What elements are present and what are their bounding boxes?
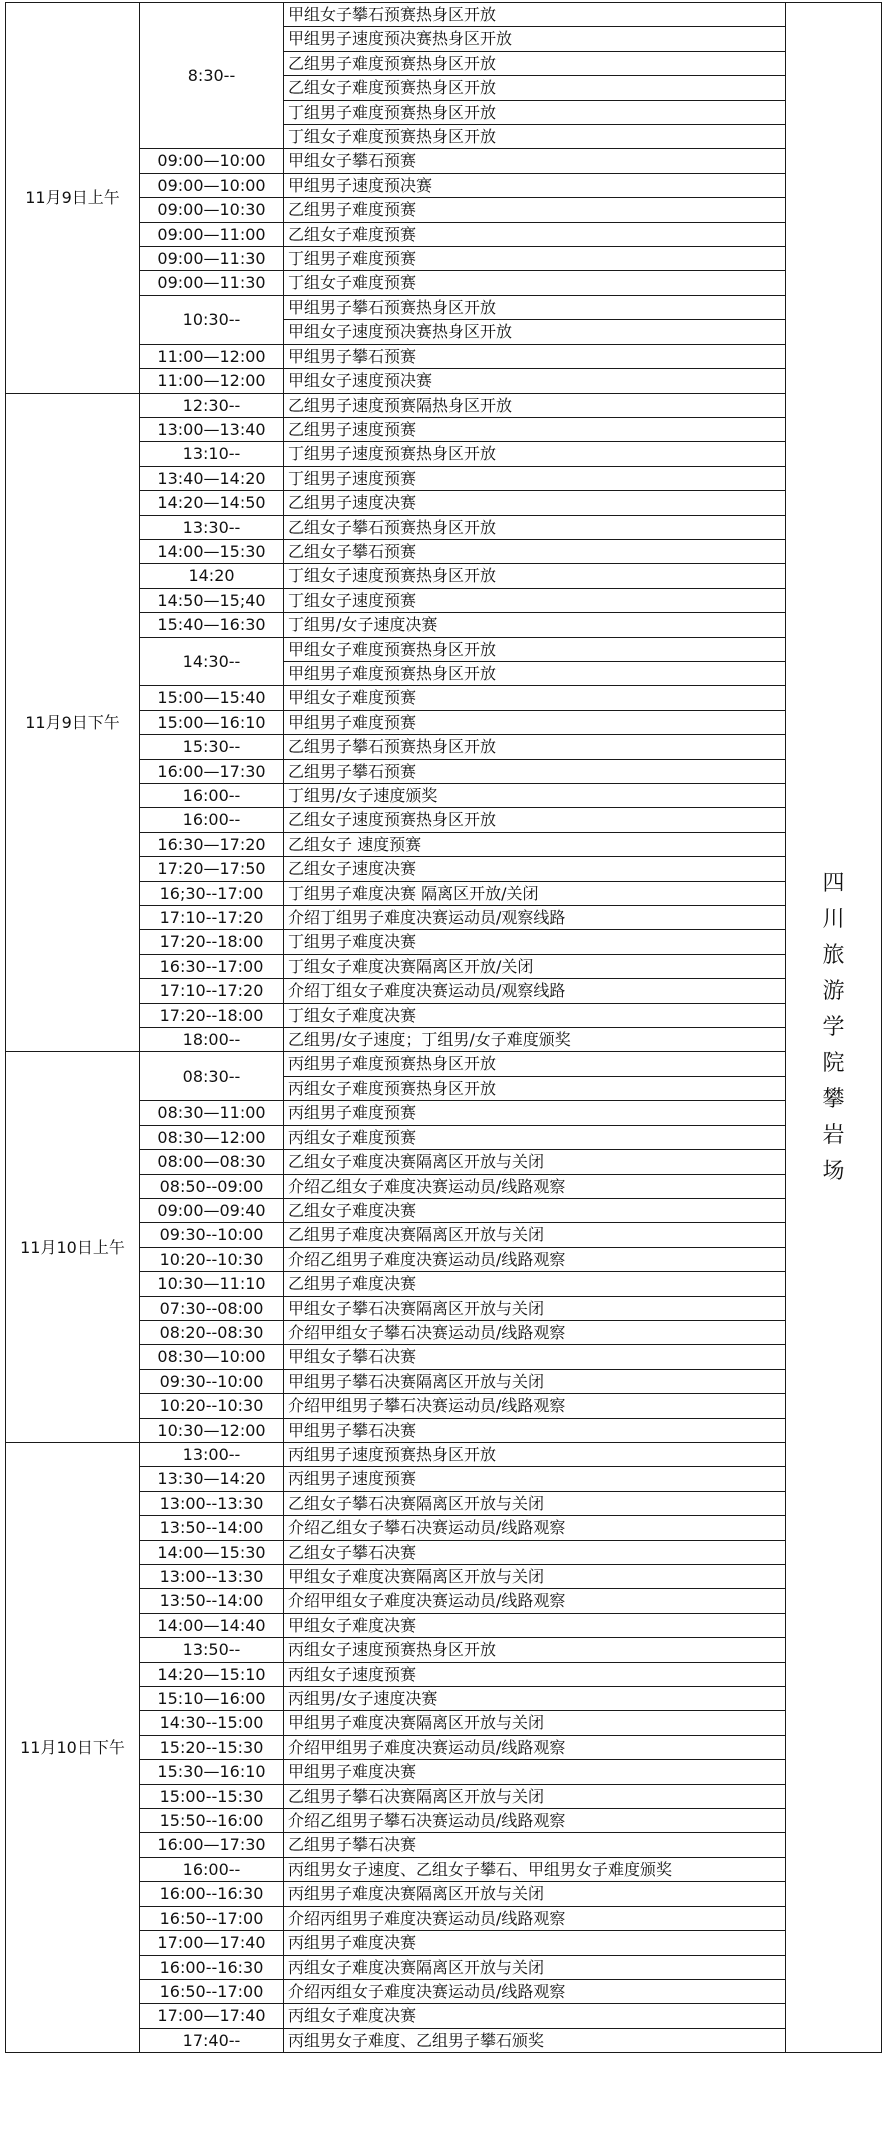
venue-char: 川: [822, 906, 845, 932]
event-cell: 丙组男子难度预赛热身区开放: [284, 1052, 786, 1076]
time-cell: 10:30--: [140, 295, 284, 344]
time-cell: 09:30--10:00: [140, 1223, 284, 1247]
time-cell: 13:30—14:20: [140, 1467, 284, 1491]
venue-char: 岩: [822, 1122, 845, 1148]
event-cell: 乙组男子难度预赛热身区开放: [284, 51, 786, 75]
time-cell: 08:30—10:00: [140, 1345, 284, 1369]
time-cell: 09:00—10:00: [140, 149, 284, 173]
time-cell: 16:30--17:00: [140, 954, 284, 978]
event-cell: 丙组男子难度决赛隔离区开放与关闭: [284, 1882, 786, 1906]
event-cell: 介绍甲组女子攀石决赛运动员/线路观察: [284, 1320, 786, 1344]
time-cell: 08:30—11:00: [140, 1101, 284, 1125]
schedule-body: [6, 3, 882, 2053]
event-cell: 甲组女子攀石决赛: [284, 1345, 786, 1369]
venue-char: 学: [822, 1014, 845, 1040]
event-cell: 乙组女子难度决赛隔离区开放与关闭: [284, 1150, 786, 1174]
event-cell: 甲组男子难度预赛: [284, 710, 786, 734]
event-cell: 乙组女子 速度预赛: [284, 832, 786, 856]
time-cell: 16:00—17:30: [140, 1833, 284, 1857]
venue-char: 游: [822, 978, 845, 1004]
time-cell: 10:30—12:00: [140, 1418, 284, 1442]
time-cell: 09:00—10:30: [140, 198, 284, 222]
time-cell: 16:00--16:30: [140, 1882, 284, 1906]
time-cell: 09:00—11:30: [140, 247, 284, 271]
event-cell: 甲组女子难度决赛: [284, 1613, 786, 1637]
time-cell: 15:00--15:30: [140, 1784, 284, 1808]
time-cell: 17:10--17:20: [140, 906, 284, 930]
time-cell: 08:30—12:00: [140, 1125, 284, 1149]
time-cell: 13:40—14:20: [140, 466, 284, 490]
time-cell: 14:20: [140, 564, 284, 588]
event-cell: 乙组男子攀石决赛隔离区开放与关闭: [284, 1784, 786, 1808]
time-cell: 10:20--10:30: [140, 1247, 284, 1271]
time-cell: 15:30--: [140, 735, 284, 759]
event-cell: 丙组女子难度预赛热身区开放: [284, 1076, 786, 1100]
time-cell: 08:20--08:30: [140, 1320, 284, 1344]
event-cell: 丁组女子速度预赛热身区开放: [284, 564, 786, 588]
event-cell: 甲组男子攀石决赛: [284, 1418, 786, 1442]
event-cell: 丁组女子速度预赛: [284, 588, 786, 612]
event-cell: 甲组男子攀石预赛热身区开放: [284, 295, 786, 319]
time-cell: 10:30—11:10: [140, 1272, 284, 1296]
event-cell: 甲组女子难度预赛热身区开放: [284, 637, 786, 661]
event-cell: 介绍甲组男子难度决赛运动员/线路观察: [284, 1735, 786, 1759]
time-cell: 17:20--18:00: [140, 1003, 284, 1027]
event-cell: 乙组女子攀石预赛热身区开放: [284, 515, 786, 539]
time-cell: 14:50—15;40: [140, 588, 284, 612]
time-cell: 09:00—09:40: [140, 1198, 284, 1222]
event-cell: 乙组男子速度预赛: [284, 417, 786, 441]
time-cell: 14:00—15:30: [140, 1540, 284, 1564]
time-cell: 08:30--: [140, 1052, 284, 1101]
event-cell: 甲组男子难度预赛热身区开放: [284, 661, 786, 685]
time-cell: 14:20—15:10: [140, 1662, 284, 1686]
time-cell: 13:00--13:30: [140, 1491, 284, 1515]
event-cell: 乙组女子攀石决赛隔离区开放与关闭: [284, 1491, 786, 1515]
time-cell: 07:30--08:00: [140, 1296, 284, 1320]
time-cell: 09:00—11:00: [140, 222, 284, 246]
venue-char: 场: [822, 1158, 845, 1184]
event-cell: 丁组女子难度预赛: [284, 271, 786, 295]
event-cell: 甲组男子难度决赛隔离区开放与关闭: [284, 1711, 786, 1735]
event-cell: 丁组女子难度预赛热身区开放: [284, 125, 786, 149]
event-cell: 甲组男子攀石决赛隔离区开放与关闭: [284, 1369, 786, 1393]
time-cell: 10:20--10:30: [140, 1394, 284, 1418]
event-cell: 丁组男子速度预赛热身区开放: [284, 442, 786, 466]
venue-text: [786, 866, 881, 1190]
event-cell: 丙组男子难度预赛: [284, 1101, 786, 1125]
event-cell: 乙组男子难度预赛: [284, 198, 786, 222]
time-cell: 16:00--: [140, 808, 284, 832]
time-cell: 12:30--: [140, 393, 284, 417]
venue-cell: [786, 3, 882, 2053]
event-cell: 乙组女子速度决赛: [284, 857, 786, 881]
event-cell: 介绍丁组女子难度决赛运动员/观察线路: [284, 979, 786, 1003]
time-cell: 09:00—11:30: [140, 271, 284, 295]
time-cell: 11:00—12:00: [140, 344, 284, 368]
event-cell: 丙组女子速度预赛: [284, 1662, 786, 1686]
time-cell: 14:30--: [140, 637, 284, 686]
event-cell: 介绍乙组女子攀石决赛运动员/线路观察: [284, 1516, 786, 1540]
event-cell: 丙组女子难度决赛隔离区开放与关闭: [284, 1955, 786, 1979]
event-cell: 介绍乙组男子攀石决赛运动员/线路观察: [284, 1809, 786, 1833]
event-cell: 甲组女子攀石决赛隔离区开放与关闭: [284, 1296, 786, 1320]
event-cell: 甲组女子难度预赛: [284, 686, 786, 710]
event-cell: 丙组男子速度预赛: [284, 1467, 786, 1491]
venue-char: 攀: [822, 1086, 845, 1112]
event-cell: 丙组男女子难度、乙组男子攀石颁奖: [284, 2028, 786, 2052]
venue-char: 四: [822, 870, 845, 896]
event-cell: 丙组女子难度预赛: [284, 1125, 786, 1149]
time-cell: 15:50--16:00: [140, 1809, 284, 1833]
event-cell: 甲组女子速度预决赛热身区开放: [284, 320, 786, 344]
time-cell: 13:10--: [140, 442, 284, 466]
session-label: 11月9日上午: [6, 3, 140, 394]
time-cell: 17:00—17:40: [140, 2004, 284, 2028]
venue-char: 院: [822, 1050, 845, 1076]
event-cell: 乙组女子难度预赛热身区开放: [284, 76, 786, 100]
event-cell: 乙组女子速度预赛热身区开放: [284, 808, 786, 832]
time-cell: 16;30--17:00: [140, 881, 284, 905]
event-cell: 甲组男子攀石预赛: [284, 344, 786, 368]
time-cell: 08:50--09:00: [140, 1174, 284, 1198]
event-cell: 丁组男子速度预赛: [284, 466, 786, 490]
event-cell: 丙组男/女子速度决赛: [284, 1687, 786, 1711]
event-cell: 丙组女子难度决赛: [284, 2004, 786, 2028]
time-cell: 17:20—17:50: [140, 857, 284, 881]
event-cell: 介绍丁组男子难度决赛运动员/观察线路: [284, 906, 786, 930]
time-cell: 14:30--15:00: [140, 1711, 284, 1735]
event-cell: 介绍丙组女子难度决赛运动员/线路观察: [284, 1979, 786, 2003]
time-cell: 17:00—17:40: [140, 1931, 284, 1955]
time-cell: 13:30--: [140, 515, 284, 539]
event-cell: 介绍乙组女子难度决赛运动员/线路观察: [284, 1174, 786, 1198]
event-cell: 丁组男子难度预赛: [284, 247, 786, 271]
time-cell: 15:00—16:10: [140, 710, 284, 734]
time-cell: 16:50--17:00: [140, 1906, 284, 1930]
time-cell: 15:40—16:30: [140, 613, 284, 637]
time-cell: 13:50--: [140, 1638, 284, 1662]
event-cell: 丙组男女子速度、乙组女子攀石、甲组男女子难度颁奖: [284, 1857, 786, 1881]
time-cell: 13:00--: [140, 1442, 284, 1466]
event-cell: 乙组男子速度决赛: [284, 491, 786, 515]
event-cell: 介绍甲组男子攀石决赛运动员/线路观察: [284, 1394, 786, 1418]
event-cell: 乙组男子攀石预赛: [284, 759, 786, 783]
schedule-row: [6, 1052, 882, 1076]
time-cell: 14:00—15:30: [140, 539, 284, 563]
time-cell: 16:00--: [140, 1857, 284, 1881]
time-cell: 13:00--13:30: [140, 1565, 284, 1589]
event-cell: 乙组男子难度决赛隔离区开放与关闭: [284, 1223, 786, 1247]
event-cell: 丙组男子速度预赛热身区开放: [284, 1442, 786, 1466]
venue-char: 旅: [822, 942, 845, 968]
time-cell: 15:10—16:00: [140, 1687, 284, 1711]
time-cell: 13:50--14:00: [140, 1589, 284, 1613]
session-label: 11月9日下午: [6, 393, 140, 1052]
time-cell: 16:30—17:20: [140, 832, 284, 856]
event-cell: 甲组男子难度决赛: [284, 1760, 786, 1784]
event-cell: 丙组男子难度决赛: [284, 1931, 786, 1955]
event-cell: 介绍乙组男子难度决赛运动员/线路观察: [284, 1247, 786, 1271]
session-label: 11月10日下午: [6, 1442, 140, 2052]
time-cell: 13:00—13:40: [140, 417, 284, 441]
event-cell: 甲组女子速度预决赛: [284, 369, 786, 393]
time-cell: 18:00--: [140, 1028, 284, 1052]
event-cell: 丁组男子难度预赛热身区开放: [284, 100, 786, 124]
event-cell: 甲组女子难度决赛隔离区开放与关闭: [284, 1565, 786, 1589]
event-cell: 乙组男/女子速度；丁组男/女子难度颁奖: [284, 1028, 786, 1052]
event-cell: 丁组女子难度决赛隔离区开放/关闭: [284, 954, 786, 978]
event-cell: 乙组男子难度决赛: [284, 1272, 786, 1296]
time-cell: 17:20--18:00: [140, 930, 284, 954]
session-label: 11月10日上午: [6, 1052, 140, 1443]
time-cell: 16:50--17:00: [140, 1979, 284, 2003]
schedule-row: [6, 3, 882, 27]
time-cell: 11:00—12:00: [140, 369, 284, 393]
event-cell: 丁组男子难度决赛: [284, 930, 786, 954]
time-cell: 17:10--17:20: [140, 979, 284, 1003]
time-cell: 15:00—15:40: [140, 686, 284, 710]
event-cell: 甲组女子攀石预赛: [284, 149, 786, 173]
event-cell: 乙组男子攀石预赛热身区开放: [284, 735, 786, 759]
event-cell: 乙组女子攀石决赛: [284, 1540, 786, 1564]
event-cell: 介绍丙组男子难度决赛运动员/线路观察: [284, 1906, 786, 1930]
time-cell: 14:20—14:50: [140, 491, 284, 515]
schedule-row: [6, 393, 882, 417]
time-cell: 08:00—08:30: [140, 1150, 284, 1174]
event-cell: 乙组女子攀石预赛: [284, 539, 786, 563]
time-cell: 16:00--16:30: [140, 1955, 284, 1979]
time-cell: 14:00—14:40: [140, 1613, 284, 1637]
event-cell: 乙组男子攀石决赛: [284, 1833, 786, 1857]
event-cell: 丁组女子难度决赛: [284, 1003, 786, 1027]
time-cell: 16:00--: [140, 784, 284, 808]
time-cell: 16:00—17:30: [140, 759, 284, 783]
event-cell: 甲组男子速度预决赛: [284, 173, 786, 197]
event-cell: 丙组女子速度预赛热身区开放: [284, 1638, 786, 1662]
time-cell: 15:30—16:10: [140, 1760, 284, 1784]
time-cell: 15:20--15:30: [140, 1735, 284, 1759]
time-cell: 13:50--14:00: [140, 1516, 284, 1540]
time-cell: 09:30--10:00: [140, 1369, 284, 1393]
event-cell: 丁组男/女子速度决赛: [284, 613, 786, 637]
event-cell: 甲组男子速度预决赛热身区开放: [284, 27, 786, 51]
event-cell: 乙组女子难度决赛: [284, 1198, 786, 1222]
schedule-row: [6, 1442, 882, 1466]
event-cell: 丁组男/女子速度颁奖: [284, 784, 786, 808]
schedule-table: [5, 2, 882, 2053]
event-cell: 乙组男子速度预赛隔热身区开放: [284, 393, 786, 417]
time-cell: 8:30--: [140, 3, 284, 149]
event-cell: 甲组女子攀石预赛热身区开放: [284, 3, 786, 27]
event-cell: 丁组男子难度决赛 隔离区开放/关闭: [284, 881, 786, 905]
time-cell: 09:00—10:00: [140, 173, 284, 197]
time-cell: 17:40--: [140, 2028, 284, 2052]
event-cell: 介绍甲组女子难度决赛运动员/线路观察: [284, 1589, 786, 1613]
event-cell: 乙组女子难度预赛: [284, 222, 786, 246]
